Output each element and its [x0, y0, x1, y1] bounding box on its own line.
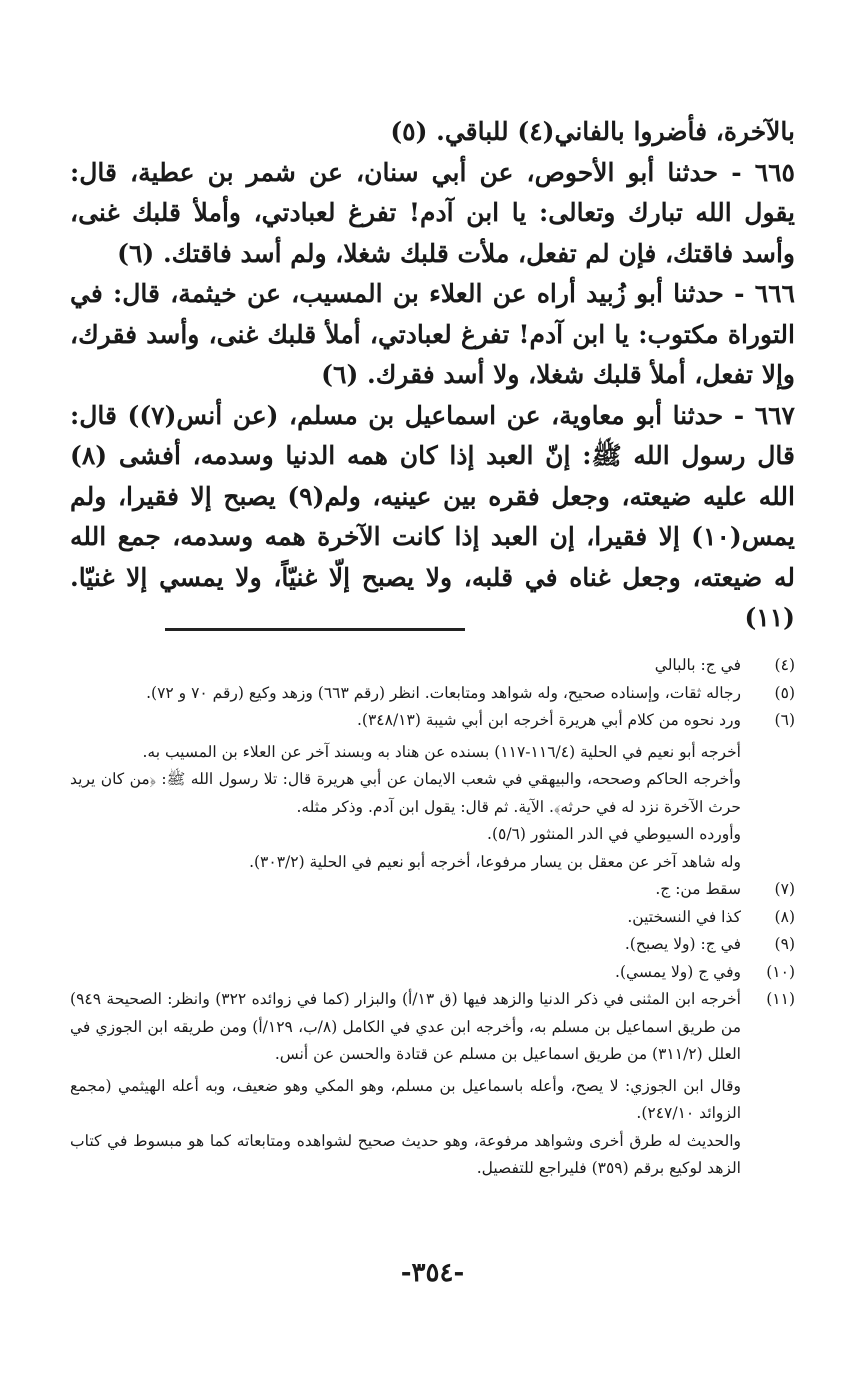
footnote-text: أخرجه ابن المثنى في ذكر الدنيا والزهد فيها (ق ١٣/أ) والبزار (كما في زوائده ٣٢٢) وانظر: الصحيحة ٩٤٩) من طريق اسماعيل بن مسلم به، وأخرجه ابن عدي في الكامل (٨/ب، ١٢٩/أ) ومن طريقه ابن الجوزي في العلل (٣١١/٢) من طريق اسماعيل بن مسلم عن قتادة والحسن عن أنس. — [70, 990, 741, 1063]
footnote-6-detail: وأخرجه الحاكم وصححه، والبيهقي في شعب الايمان عن أبي هريرة قال: تلا رسول الله ﷺ: ﴿من كان يريد حرث الآخرة نزد له في حرثه﴾. الآية. ثم قال: يقول ابن آدم. وذكر مثله. — [70, 770, 741, 816]
footnote-7 — [70, 876, 795, 904]
footnote-9 — [70, 931, 795, 959]
footnote-number: (٤) — [774, 656, 795, 674]
footnote-11-detail: وقال ابن الجوزي: لا يصح، وأعله باسماعيل بن مسلم، وهو المكي وهو ضعيف، وبه أعله الهيثمي (مجمع الزوائد ٢٤٧/١٠). — [70, 1076, 741, 1122]
footnote-text: سقط من: ج. — [655, 880, 741, 898]
page-number: -٣٥٤- — [400, 1258, 465, 1288]
footnote-6-detail: أخرجه أبو نعيم في الحلية (١١٦/٤-١١٧) بسنده عن هناد به وبسند آخر عن العلاء بن المسيب به. — [142, 742, 741, 761]
footnote-separator — [165, 628, 465, 631]
footnote-number: (٩) — [774, 935, 795, 953]
footnote-text: في ج: (ولا يصبح). — [624, 935, 741, 953]
footnote-text: رجاله ثقات، وإسناده صحيح، وله شواهد ومتابعات. انظر (رقم ٦٦٣) وزهد وكيع (رقم ٧٠ و ٧٢). — [146, 683, 741, 702]
main-text — [70, 112, 795, 639]
footnote-11-detail: والحديث له طرق أخرى وشواهد مرفوعة، وهو حديث صحيح لشواهده ومتابعاته كما هو مبسوط في كتاب الزهد لوكيع برقم (٣٥٩) فليراجع للتفصيل. — [70, 1131, 741, 1177]
hadith-667: ٦٦٧ - حدثنا أبو معاوية، عن اسماعيل بن مسلم، (عن أنس(٧)) قال: قال رسول الله ﷺ: إنّ العبد إذا كان همه الدنيا وسدمه، أفشى (٨) الله عليه ضيعته، وجعل فقره بين عينيه، ولم(٩) يصبح إلا فقيرا، ولم يمس(١٠) إلا فقيرا، إن العبد إذا كانت الآخرة همه وسدمه، جمع الله له ضيعته، وجعل غناه في قلبه، ولا يصبح إلّا غنيّاً، ولا يمسي إلا غنيّا. (١١) — [70, 400, 795, 632]
footnote-number: (٦) — [774, 711, 795, 729]
footnote-10 — [70, 959, 795, 987]
footnote-4 — [70, 652, 795, 680]
footnote-8 — [70, 904, 795, 932]
footnote-number: (٨) — [774, 907, 795, 926]
footnotes — [70, 652, 795, 1183]
book-page — [70, 0, 795, 1396]
footnote-6-detail: وله شاهد آخر عن معقل بن يسار مرفوعا، أخرجه أبو نعيم في الحلية (٣٠٣/٢). — [249, 852, 741, 871]
footnote-6-detail: وأورده السيوطي في الدر المنثور (٥/٦). — [487, 825, 741, 843]
hadith-666: ٦٦٦ - حدثنا أبو زُبيد أراه عن العلاء بن المسيب، عن خيثمة، قال: في التوراة مكتوب: يا ابن آدم! تفرغ لعبادتي، أملأ قلبك غنى، وأسد فقرك، وإلا تفعل، أملأ قلبك شغلا، ولا أسد فقرك. (٦) — [70, 279, 795, 389]
footnote-text: ورد نحوه من كلام أبي هريرة أخرجه ابن أبي شيبة (٣٤٨/١٣). — [356, 711, 741, 729]
footnote-text: كذا في النسختين. — [627, 907, 741, 926]
footnote-11 — [70, 986, 795, 1069]
footnote-text: وفي ج (ولا يمسي). — [615, 962, 741, 981]
paragraph-continuation: بالآخرة، فأضروا بالفاني(٤) للباقي. (٥) — [390, 117, 795, 146]
hadith-665: ٦٦٥ - حدثنا أبو الأحوص، عن أبي سنان، عن شمر بن عطية، قال: يقول الله تبارك وتعالى: يا ابن آدم! تفرغ لعبادتي، وأملأ قلبك غنى، وأسد فاقتك، فإن لم تفعل، ملأت قلبك شغلا، ولم أسد فاقتك. (٦) — [70, 157, 795, 268]
footnote-number: (١١) — [766, 990, 795, 1008]
footnote-number: (٥) — [774, 683, 795, 702]
footnote-text: في ج: بالبالي — [654, 656, 741, 674]
footnote-number: (٧) — [774, 880, 795, 898]
footnote-5 — [70, 680, 795, 708]
footnote-6 — [70, 707, 795, 735]
footnote-number: (١٠) — [766, 962, 795, 981]
